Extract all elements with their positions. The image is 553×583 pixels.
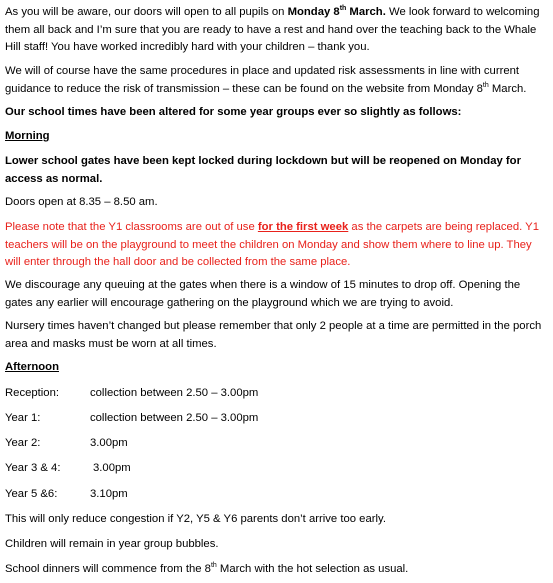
- y1-notice-text-end: as the carpets are being replaced. Y1 teachers will be on the playground to meet the children on Monday and show them where to line up. They will enter through the hall door and be collected from the same place.: [5, 221, 539, 268]
- y1-notice-paragraph: [5, 219, 549, 272]
- time-row-value: 3.00pm: [90, 437, 128, 449]
- morning-heading: Morning: [5, 130, 50, 142]
- dinners-paragraph: [5, 561, 549, 579]
- doors-open-paragraph: Doors open at 8.35 – 8.50 am.: [5, 196, 158, 208]
- procedures-suffix: th: [482, 81, 489, 89]
- intro-text: As you will be aware, our doors will open to all pupils on: [5, 6, 288, 18]
- procedures-text: We will of course have the same procedures in place and updated risk assessments in line with current guidance to reduce the risk of transmission – these can be found on the website from Monday 8: [5, 65, 520, 95]
- dinners-text-end: March with the hot selection as usual.: [216, 563, 409, 575]
- school-times-intro: Our school times have been altered for some year groups ever so slightly as follows:: [5, 106, 462, 118]
- time-row-year3-4: [5, 460, 131, 478]
- gates-paragraph: Lower school gates have been kept locked during lockdown but will be reopened on Monday for access as normal.: [5, 155, 521, 185]
- time-row-year5-6: [5, 486, 128, 504]
- procedures-text-end: March.: [488, 82, 527, 95]
- reopen-date-text: Monday 8: [287, 6, 340, 18]
- bubbles-paragraph: Children will remain in year group bubbles.: [5, 538, 219, 550]
- time-row-value: 3.00pm: [93, 462, 131, 474]
- time-row-value: 3.10pm: [90, 488, 128, 500]
- time-row-label: Year 1:: [5, 412, 41, 424]
- intro-text-end: We look forward to welcoming them all back and I’m sure that you are ready to have a rest and hand over the teaching back to the Whale Hill staff! You have worked incredibly hard with your children – thank you.: [5, 6, 540, 53]
- y1-notice-text: Please note that the Y1 classrooms are out of use: [5, 221, 258, 233]
- queuing-paragraph: We discourage any queuing at the gates when there is a window of 15 minutes to drop off. Opening the gates any earlier will encourage gathering on the playground which we are trying to avoid.: [5, 279, 521, 309]
- first-week-emphasis: for the first week: [257, 221, 349, 233]
- reopen-date-month: March.: [346, 6, 386, 18]
- nursery-paragraph: Nursery times haven’t changed but please remember that only 2 people at a time are permitted in the porch area and masks must be worn at all times.: [5, 320, 542, 350]
- time-row-year2: [5, 435, 128, 453]
- time-row-year1: [5, 410, 259, 428]
- time-row-value: collection between 2.50 – 3.00pm: [90, 412, 259, 424]
- dinners-suffix: th: [210, 562, 217, 570]
- procedures-paragraph: [5, 63, 549, 98]
- reopen-date: [288, 6, 386, 18]
- time-row-label: Reception:: [5, 387, 60, 399]
- time-row-label: Year 5 &6:: [5, 488, 58, 500]
- afternoon-heading: Afternoon: [5, 361, 59, 373]
- dinners-text: School dinners will commence from the 8: [5, 563, 211, 575]
- intro-paragraph: [5, 4, 549, 57]
- time-row-label: Year 2:: [5, 437, 41, 449]
- congestion-paragraph: This will only reduce congestion if Y2, Y5 & Y6 parents don’t arrive too early.: [5, 513, 386, 525]
- reopen-date-suffix: th: [339, 5, 347, 13]
- time-row-label: Year 3 & 4:: [5, 462, 61, 474]
- time-row-reception: [5, 385, 259, 403]
- time-row-value: collection between 2.50 – 3.00pm: [90, 387, 259, 399]
